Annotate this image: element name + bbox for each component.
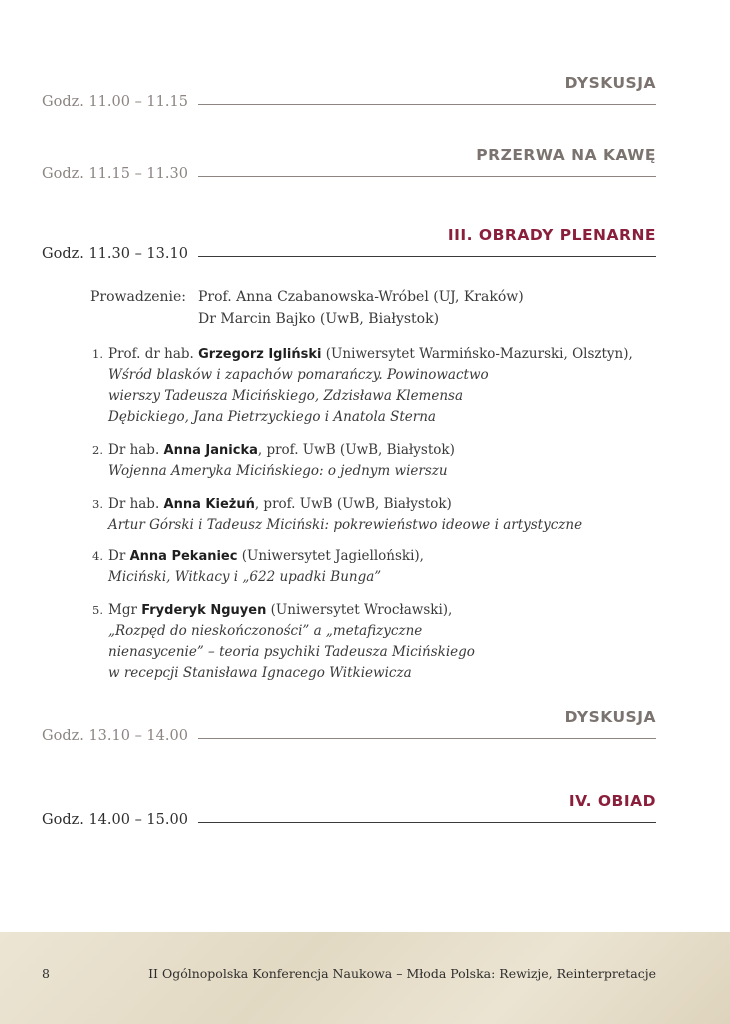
time-row: [42, 246, 656, 262]
speaker-title: Prof. dr hab.: [108, 346, 194, 362]
speaker-name: Anna Janicka: [163, 443, 258, 458]
speaker-title: Dr hab.: [108, 442, 160, 458]
talk-number: 5.: [92, 603, 103, 617]
divider-line: [198, 738, 656, 739]
session-time: Godz. 14.00 – 15.00: [42, 812, 188, 828]
divider-line: [198, 822, 656, 823]
session-discussion-1: [42, 74, 656, 114]
footer-conference-title: II Ogólnopolska Konferencja Naukowa – Młoda Polska: Rewizje, Reinterpretacje: [148, 966, 656, 981]
speaker-affiliation: , prof. UwB (UwB, Białystok): [254, 496, 452, 512]
session-heading: DYSKUSJA: [564, 708, 656, 726]
speaker-title: Dr hab.: [108, 496, 160, 512]
speaker-affiliation: (Uniwersytet Wrocławski),: [270, 602, 453, 618]
time-row: [42, 728, 656, 744]
speaker-title: Dr: [108, 548, 126, 564]
talk-number: 3.: [92, 497, 103, 511]
speaker-affiliation: (Uniwersytet Warmińsko-Mazurski, Olsztyn),: [325, 346, 633, 362]
session-heading: IV. OBIAD: [568, 792, 656, 810]
speaker-title: Mgr: [108, 602, 137, 618]
time-row: [42, 812, 656, 828]
speaker-name: Anna Kieżuń: [163, 497, 255, 512]
time-row: [42, 166, 656, 182]
talk-item: [92, 344, 652, 428]
session-heading: PRZERWA NA KAWĘ: [476, 146, 656, 164]
divider-line: [198, 256, 656, 257]
chair-label: Prowadzenie:: [90, 289, 186, 305]
speaker-affiliation: , prof. UwB (UwB, Białystok): [257, 442, 455, 458]
session-coffee-break: [42, 146, 656, 186]
session-heading: DYSKUSJA: [564, 74, 656, 92]
talk-item: [92, 440, 652, 482]
session-time: Godz. 11.30 – 13.10: [42, 246, 188, 262]
session-chairs: [90, 286, 524, 330]
talk-item: [92, 600, 652, 684]
talk-title-line: nienasycenie” – teoria psychiki Tadeusza Micińskiego: [108, 644, 475, 660]
page-number: 8: [42, 966, 50, 981]
session-lunch: [42, 792, 656, 832]
talk-number: 1.: [92, 347, 103, 361]
session-time: Godz. 11.15 – 11.30: [42, 166, 188, 182]
session-time: Godz. 13.10 – 14.00: [42, 728, 188, 744]
chair-name-1: Prof. Anna Czabanowska-Wróbel (UJ, Kraków): [198, 289, 524, 305]
page-footer: [0, 932, 730, 1024]
talk-number: 2.: [92, 443, 103, 457]
talk-item: [92, 494, 652, 536]
talk-title-line: w recepcji Stanisława Ignacego Witkiewicza: [108, 665, 412, 681]
chair-name-2: Dr Marcin Bajko (UwB, Białystok): [198, 311, 440, 327]
talk-title-line: Miciński, Witkacy i „622 upadki Bunga”: [108, 569, 382, 585]
speaker-name: Grzegorz Igliński: [198, 347, 322, 362]
talk-title-line: Dębickiego, Jana Pietrzyckiego i Anatola Sterna: [108, 409, 436, 425]
talk-title-line: „Rozpęd do nieskończoności” a „metafizyczne: [108, 623, 423, 639]
session-time: Godz. 11.00 – 11.15: [42, 94, 188, 110]
speaker-affiliation: (Uniwersytet Jagielloński),: [241, 548, 424, 564]
talk-item: [92, 546, 652, 588]
session-discussion-2: [42, 708, 656, 748]
session-plenary-3: [42, 226, 656, 266]
talk-title-line: Wojenna Ameryka Micińskiego: o jednym wierszu: [108, 463, 448, 479]
time-row: [42, 94, 656, 110]
talk-title-line: Wśród blasków i zapachów pomarańczy. Powinowactwo: [108, 367, 489, 383]
divider-line: [198, 176, 656, 177]
talk-title-line: wierszy Tadeusza Micińskiego, Zdzisława Klemensa: [108, 388, 464, 404]
talk-title-line: Artur Górski i Tadeusz Miciński: pokrewieństwo ideowe i artystyczne: [108, 517, 583, 533]
session-heading: III. OBRADY PLENARNE: [447, 226, 656, 244]
talk-number: 4.: [92, 549, 103, 563]
divider-line: [198, 104, 656, 105]
speaker-name: Anna Pekaniec: [129, 549, 238, 564]
speaker-name: Fryderyk Nguyen: [141, 603, 267, 618]
